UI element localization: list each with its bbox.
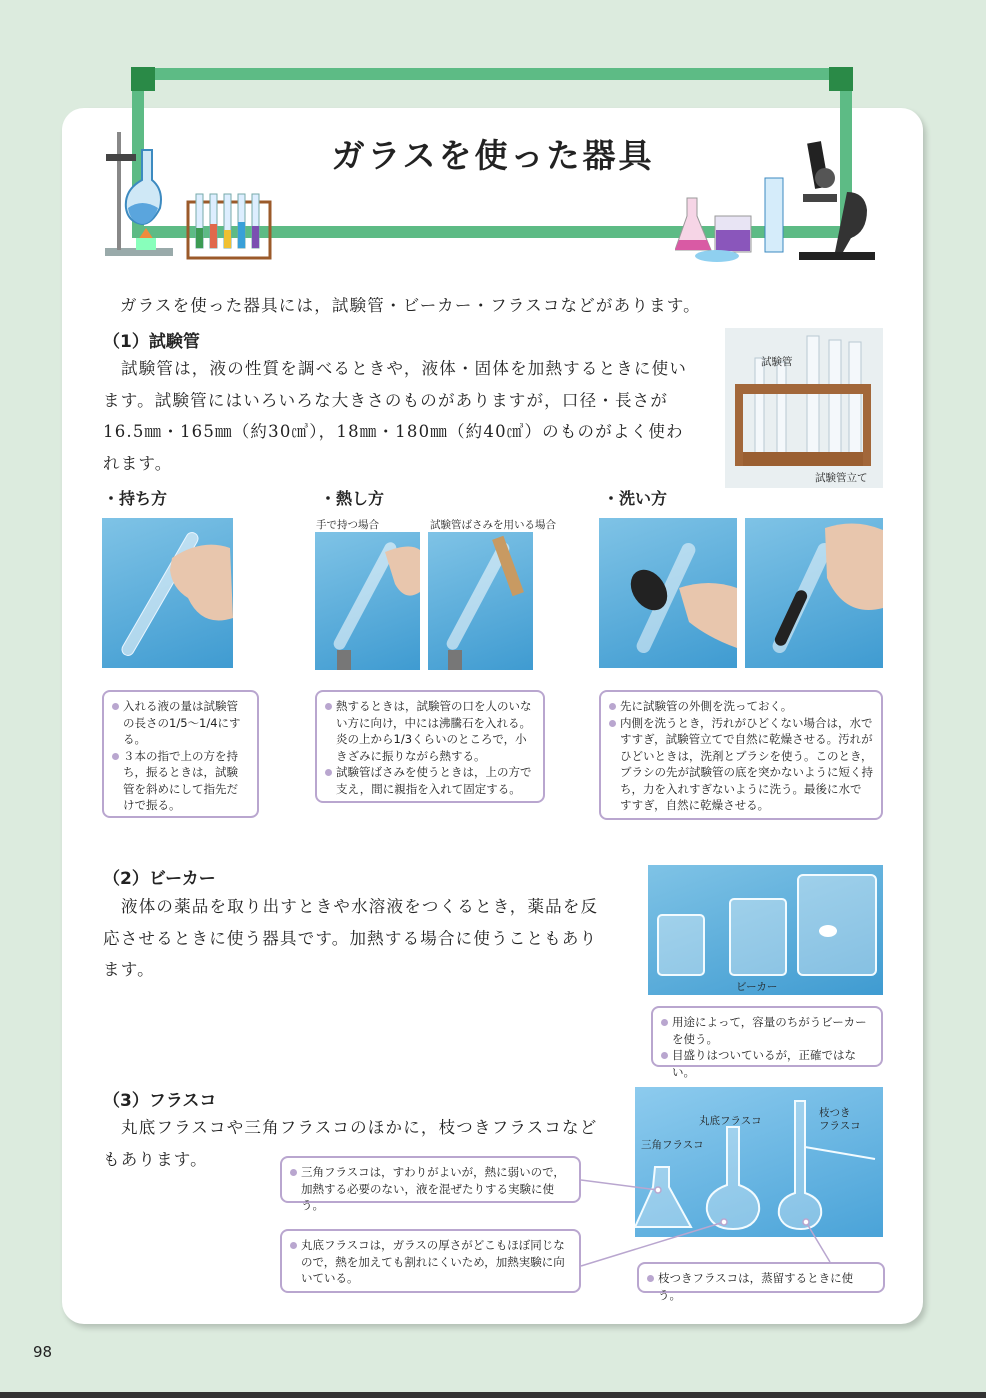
hold-note-2: ３本の指で上の方を持ち，振るときは，試験管を斜めにして指先だけで振る。 xyxy=(112,748,249,814)
heat-note-2: 試験管ばさみを使うときは，上の方で支え，間に親指を入れて固定する。 xyxy=(325,764,535,797)
round-flask-note-text: 丸底フラスコは，ガラスの厚さがどこもほぼ同じなので，熱を加えても割れにくいため，加熱実験に向いている。 xyxy=(290,1237,571,1287)
round-flask-note xyxy=(280,1229,581,1293)
side-arm-flask-label: 枝つき フラスコ xyxy=(819,1107,861,1132)
hold-heading: ・持ち方 xyxy=(103,489,168,508)
section2-text: 液体の薬品を取り出すときや水溶液をつくるとき，薬品を反応させるときに使う器具です。加熱する場合に使うこともあります。 xyxy=(103,897,599,979)
hold-note-1: 入れる液の量は試験管の長さの1/5～1/4にする。 xyxy=(112,698,249,748)
heat-note-1: 熱するときは，試験管の口を人のいない方に向け，中には沸騰石を入れる。炎の上から1/3くらいのところで，小きざみに振りながら熱する。 xyxy=(325,698,535,764)
heat-caption-hand: 手で持つ場合 xyxy=(316,519,379,531)
beaker-note-1: 用途によって，容量のちがうビーカーを使う。 xyxy=(661,1014,873,1047)
heat-heading: ・熱し方 xyxy=(320,489,385,508)
section3-heading: （3）フラスコ xyxy=(103,1091,217,1111)
section1-text: 試験管は，液の性質を調べるときや，液体・固体を加熱するときに使います。試験管にはいろいろな大きさのものがありますが，口径・長さが16.5㎜・165㎜（約30㎤），18㎜・180㎜（約40㎤）のものがよく使われます。 xyxy=(103,359,688,473)
erlenmeyer-note xyxy=(280,1156,581,1212)
round-flask-label: 丸底フラスコ xyxy=(699,1115,762,1127)
bottom-bar xyxy=(0,1392,986,1398)
test-tube-label: 試験管 xyxy=(761,356,793,368)
beaker-note-2: 目盛りはついているが，正確ではない。 xyxy=(661,1047,873,1080)
side-arm-flask-note-text: 枝つきフラスコは，蒸留するときに使う。 xyxy=(647,1270,875,1303)
page-number: 98 xyxy=(33,1343,53,1361)
section2-heading: （2）ビーカー xyxy=(103,869,216,889)
intro-text: ガラスを使った器具には，試験管・ビーカー・フラスコなどがあります。 xyxy=(120,296,701,315)
beaker-label: ビーカー xyxy=(736,981,778,993)
erlenmeyer-label: 三角フラスコ xyxy=(641,1139,704,1151)
wash-heading: ・洗い方 xyxy=(603,489,668,508)
wash-note-1: 先に試験管の外側を洗っておく。 xyxy=(609,698,873,715)
wash-note-2: 内側を洗うとき，汚れがひどくない場合は，水ですすぎ，試験管立てで自然に乾燥させる。汚れがひどいときは，洗剤とブラシを使う。このとき，ブラシの先が試験管の底を突かないように短く持ち，力を入れすぎないように洗う。最後に水ですすぎ，自然に乾燥させる。 xyxy=(609,715,873,814)
section3-text: 丸底フラスコや三角フラスコのほかに，枝つきフラスコなどもあります。 xyxy=(103,1118,598,1169)
rack-label: 試験管立て xyxy=(815,472,868,484)
erlenmeyer-note-text: 三角フラスコは，すわりがよいが，熱に弱いので，加熱する必要のない，液を混ぜたりする実験に使う。 xyxy=(290,1164,571,1214)
section1-heading: （1）試験管 xyxy=(103,332,200,352)
side-arm-flask-note xyxy=(637,1262,885,1302)
page-title: ガラスを使った器具 xyxy=(331,136,655,175)
heat-caption-clip: 試験管ばさみを用いる場合 xyxy=(430,519,556,531)
